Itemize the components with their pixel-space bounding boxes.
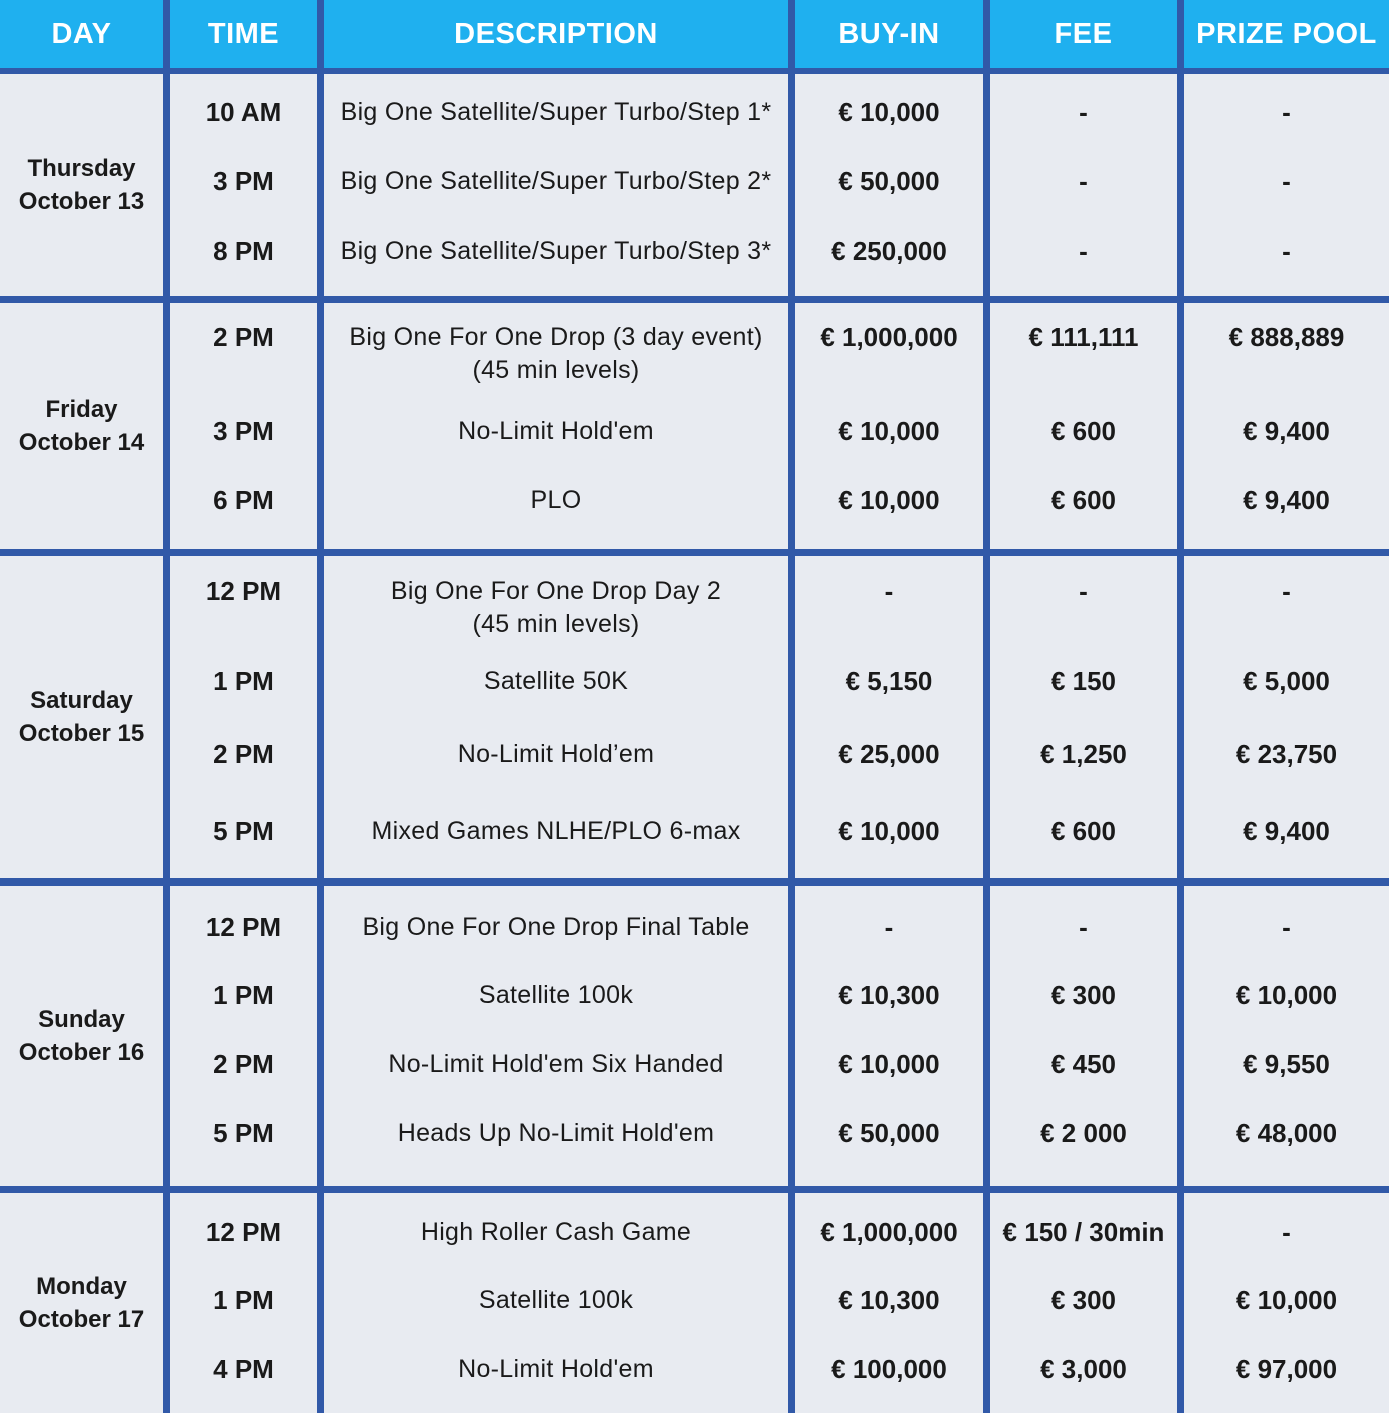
event-fee: € 600 bbox=[1050, 815, 1117, 846]
event-buy-in: € 10,000 bbox=[838, 484, 940, 515]
day-date: October 13 bbox=[18, 188, 145, 215]
event-fee: - bbox=[1079, 911, 1088, 942]
event-time: 1 PM bbox=[213, 1284, 274, 1315]
description-line: Big One For One Drop (3 day event) bbox=[349, 322, 763, 351]
day-weekday: Saturday bbox=[30, 687, 133, 714]
event-fee: € 300 bbox=[1050, 1284, 1117, 1315]
day-date: October 15 bbox=[18, 720, 145, 747]
event-fee: € 111,111 bbox=[1028, 321, 1139, 352]
description-line: PLO bbox=[530, 485, 582, 514]
event-time: 10 AM bbox=[205, 96, 282, 127]
event-prize-pool: € 9,400 bbox=[1243, 484, 1330, 515]
description-line: Satellite 50K bbox=[483, 666, 629, 695]
event-time: 5 PM bbox=[213, 815, 274, 846]
event-buy-in: - bbox=[884, 575, 894, 606]
event-buy-in: € 1,000,000 bbox=[820, 1216, 958, 1247]
event-buy-in: € 10,300 bbox=[838, 1284, 940, 1315]
event-buy-in: € 100,000 bbox=[831, 1353, 947, 1384]
event-description bbox=[324, 815, 788, 848]
event-fee: - bbox=[1079, 96, 1088, 127]
event-description bbox=[324, 321, 788, 387]
event-fee: - bbox=[1079, 235, 1088, 266]
event-fee: € 1,250 bbox=[1040, 738, 1127, 769]
event-buy-in: € 250,000 bbox=[831, 235, 947, 266]
description-line: Big One Satellite/Super Turbo/Step 3* bbox=[340, 236, 772, 265]
description-line: Big One For One Drop Final Table bbox=[362, 912, 750, 941]
day-label bbox=[0, 556, 163, 878]
day-label bbox=[0, 303, 163, 549]
header-prize-pool: PRIZE POOL bbox=[1184, 0, 1389, 68]
event-time: 1 PM bbox=[213, 979, 274, 1010]
event-prize-pool: € 10,000 bbox=[1235, 1284, 1338, 1315]
event-time: 5 PM bbox=[213, 1117, 274, 1148]
event-prize-pool: - bbox=[1282, 1216, 1291, 1247]
description-line: Satellite 100k bbox=[478, 980, 634, 1009]
day-label bbox=[0, 886, 163, 1186]
event-description bbox=[324, 165, 788, 198]
day-label bbox=[0, 1193, 163, 1413]
event-time: 6 PM bbox=[213, 484, 274, 515]
event-description bbox=[324, 235, 788, 268]
description-line: No-Limit Hold'em bbox=[458, 416, 654, 445]
event-buy-in: € 10,000 bbox=[838, 1048, 940, 1079]
event-fee: - bbox=[1079, 575, 1088, 606]
event-buy-in: - bbox=[884, 911, 894, 942]
event-buy-in: € 50,000 bbox=[838, 165, 940, 196]
description-line: Satellite 100k bbox=[478, 1285, 634, 1314]
event-buy-in: € 1,000,000 bbox=[820, 321, 958, 352]
event-buy-in: € 10,000 bbox=[838, 415, 940, 446]
event-description bbox=[324, 484, 788, 517]
day-weekday: Thursday bbox=[27, 155, 136, 182]
event-description bbox=[324, 1117, 788, 1150]
event-time: 12 PM bbox=[205, 575, 282, 606]
event-buy-in: € 5,150 bbox=[845, 665, 933, 696]
day-weekday: Sunday bbox=[38, 1006, 125, 1033]
event-prize-pool: € 9,550 bbox=[1243, 1048, 1330, 1079]
event-time: 2 PM bbox=[213, 321, 274, 352]
event-fee: - bbox=[1079, 165, 1088, 196]
description-line: No-Limit Hold'em Six Handed bbox=[388, 1049, 724, 1078]
event-description bbox=[324, 575, 788, 641]
day-date: October 14 bbox=[18, 429, 145, 456]
event-description bbox=[324, 911, 788, 944]
event-prize-pool: - bbox=[1282, 911, 1291, 942]
event-fee: € 600 bbox=[1050, 484, 1117, 515]
header-time: TIME bbox=[170, 0, 317, 68]
event-time: 3 PM bbox=[213, 415, 274, 446]
event-description bbox=[324, 1284, 788, 1317]
event-time: 4 PM bbox=[213, 1353, 274, 1384]
description-line: Big One Satellite/Super Turbo/Step 1* bbox=[340, 97, 772, 126]
description-line: Mixed Games NLHE/PLO 6-max bbox=[371, 816, 741, 845]
day-date: October 17 bbox=[18, 1306, 145, 1333]
event-fee: € 150 / 30min bbox=[1002, 1216, 1165, 1247]
event-buy-in: € 10,300 bbox=[838, 979, 940, 1010]
event-buy-in: € 25,000 bbox=[838, 738, 940, 769]
day-weekday: Monday bbox=[36, 1273, 127, 1300]
day-label bbox=[0, 74, 163, 296]
event-time: 1 PM bbox=[213, 665, 274, 696]
event-prize-pool: - bbox=[1282, 165, 1291, 196]
header-day: DAY bbox=[0, 0, 163, 68]
event-description bbox=[324, 415, 788, 448]
description-line: No-Limit Hold’em bbox=[457, 739, 655, 768]
event-prize-pool: € 48,000 bbox=[1235, 1117, 1338, 1148]
event-prize-pool: € 5,000 bbox=[1243, 665, 1330, 696]
event-prize-pool: € 10,000 bbox=[1235, 979, 1338, 1010]
header-fee: FEE bbox=[990, 0, 1177, 68]
description-line: High Roller Cash Game bbox=[420, 1217, 692, 1246]
event-fee: € 150 bbox=[1050, 665, 1117, 696]
event-prize-pool: € 888,889 bbox=[1228, 321, 1345, 352]
description-line: (45 min levels) bbox=[472, 355, 640, 384]
event-time: 3 PM bbox=[213, 165, 274, 196]
description-line: Heads Up No-Limit Hold'em bbox=[397, 1118, 715, 1147]
event-description bbox=[324, 1216, 788, 1249]
event-fee: € 2 000 bbox=[1040, 1117, 1127, 1148]
event-description bbox=[324, 979, 788, 1012]
event-description bbox=[324, 738, 788, 771]
description-line: No-Limit Hold'em bbox=[458, 1354, 654, 1383]
event-description bbox=[324, 1048, 788, 1081]
event-fee: € 450 bbox=[1050, 1048, 1117, 1079]
header-buy-in: BUY-IN bbox=[795, 0, 983, 68]
event-description bbox=[324, 1353, 788, 1386]
event-prize-pool: € 23,750 bbox=[1235, 738, 1338, 769]
description-line: Big One For One Drop Day 2 bbox=[390, 576, 722, 605]
description-line: Big One Satellite/Super Turbo/Step 2* bbox=[340, 166, 772, 195]
event-prize-pool: € 9,400 bbox=[1243, 415, 1330, 446]
event-prize-pool: - bbox=[1282, 575, 1291, 606]
event-time: 12 PM bbox=[205, 911, 282, 942]
event-fee: € 300 bbox=[1050, 979, 1117, 1010]
event-prize-pool: € 97,000 bbox=[1235, 1353, 1338, 1384]
description-line: (45 min levels) bbox=[472, 609, 640, 638]
event-buy-in: € 10,000 bbox=[838, 96, 940, 127]
header-description: DESCRIPTION bbox=[324, 0, 788, 68]
event-prize-pool: - bbox=[1282, 96, 1291, 127]
event-prize-pool: - bbox=[1282, 235, 1291, 266]
event-time: 2 PM bbox=[213, 1048, 274, 1079]
event-description bbox=[324, 96, 788, 129]
event-prize-pool: € 9,400 bbox=[1243, 815, 1330, 846]
event-buy-in: € 50,000 bbox=[838, 1117, 940, 1148]
event-fee: € 600 bbox=[1050, 415, 1117, 446]
event-time: 8 PM bbox=[213, 235, 274, 266]
event-time: 2 PM bbox=[213, 738, 274, 769]
event-description bbox=[324, 665, 788, 698]
event-fee: € 3,000 bbox=[1040, 1353, 1127, 1384]
event-buy-in: € 10,000 bbox=[838, 815, 940, 846]
day-weekday: Friday bbox=[45, 396, 118, 423]
event-time: 12 PM bbox=[205, 1216, 282, 1247]
day-date: October 16 bbox=[18, 1039, 145, 1066]
